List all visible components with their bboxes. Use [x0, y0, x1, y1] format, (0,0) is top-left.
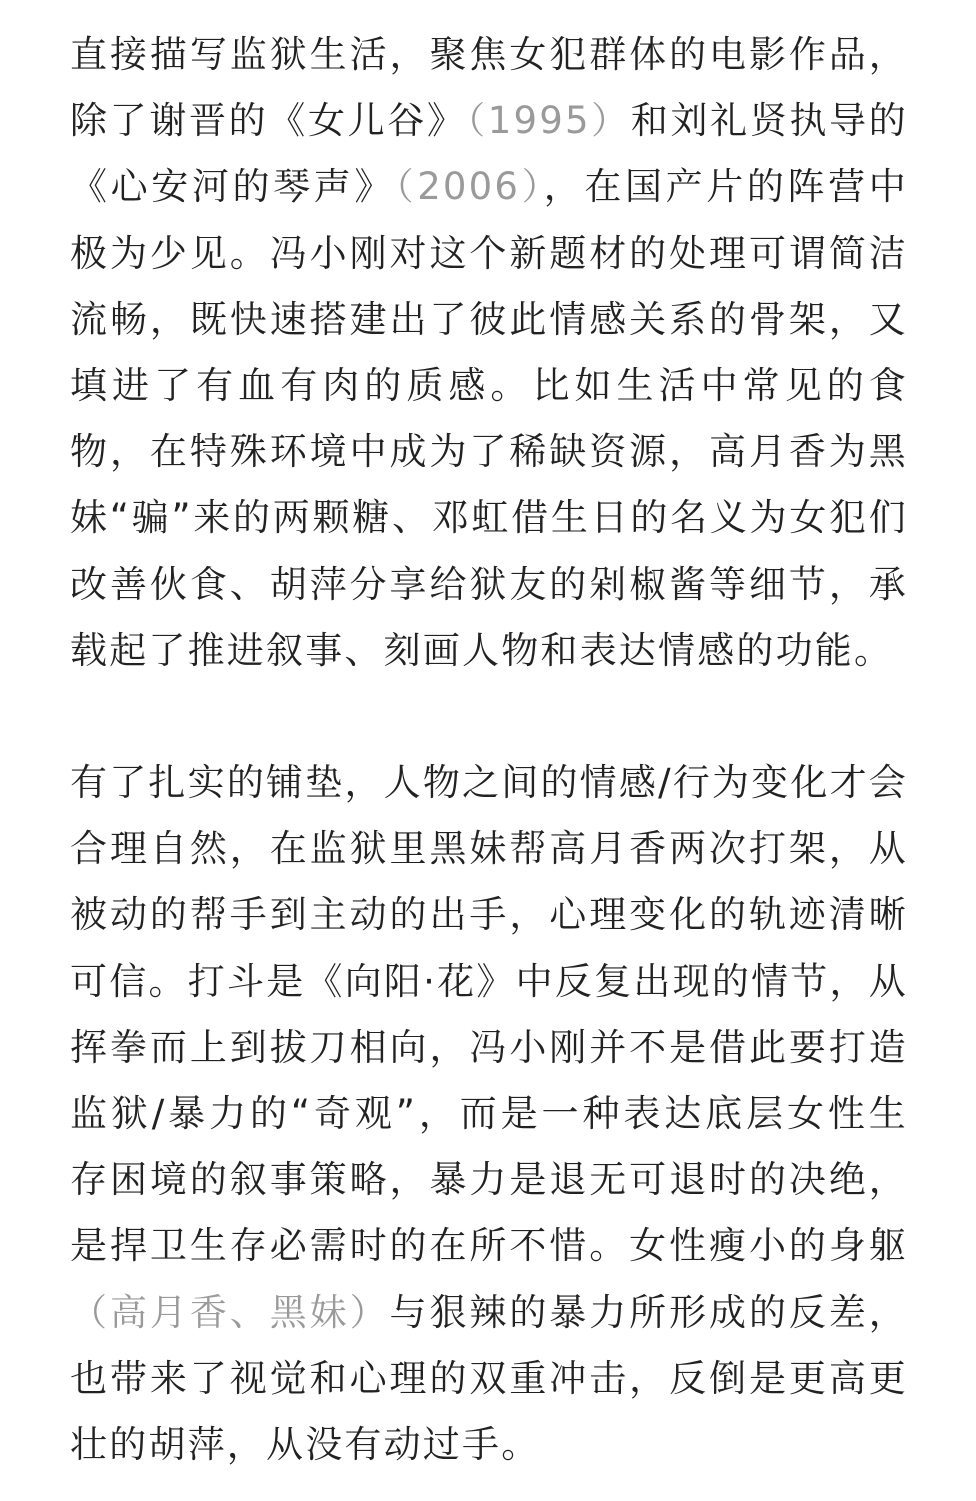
- article-body: [70, 22, 908, 1478]
- paragraph-1-text: 和刘礼贤执导的《心安河的琴声》: [70, 99, 908, 209]
- year-note-1995: （1995）: [466, 99, 631, 143]
- paragraph-1: [70, 22, 908, 684]
- paragraph-2-text: 有了扎实的铺垫，人物之间的情感/行为变化才会合理自然，在监狱里黑妹帮高月香两次打架，从被动的帮手到主动的出手，心理变化的轨迹清晰可信。打斗是《向阳·花》中反复出现的情节，从挥拳而上到拔刀相向，冯小刚并不是借此要打造监狱/暴力的“奇观”，而是一种表达底层女性生存困境的叙事策略，暴力是退无可退时的决绝，是捍卫生存必需时的在所不惜。女性瘦小的身躯: [70, 761, 908, 1268]
- paragraph-2: [70, 750, 908, 1478]
- year-note-2006: （2006）: [395, 165, 544, 209]
- character-note: （高月香、黑妹）: [70, 1290, 390, 1334]
- paragraph-1-text: 直接描写监狱生活，聚焦女犯群体的电影作品，除了谢晋的《女儿谷》: [70, 33, 908, 143]
- paragraph-2-text: 与狠辣的暴力所形成的反差，也带来了视觉和心理的双重冲击，反倒是更高更壮的胡萍，从没有动过手。: [70, 1290, 908, 1467]
- paragraph-1-text: ，在国产片的阵营中极为少见。冯小刚对这个新题材的处理可谓简洁流畅，既快速搭建出了彼此情感关系的骨架，又填进了有血有肉的质感。比如生活中常见的食物，在特殊环境中成为了稀缺资源，高月香为黑妹“骗”来的两颗糖、邓虹借生日的名义为女犯们改善伙食、胡萍分享给狱友的剁椒酱等细节，承载起了推进叙事、刻画人物和表达情感的功能。: [70, 165, 908, 672]
